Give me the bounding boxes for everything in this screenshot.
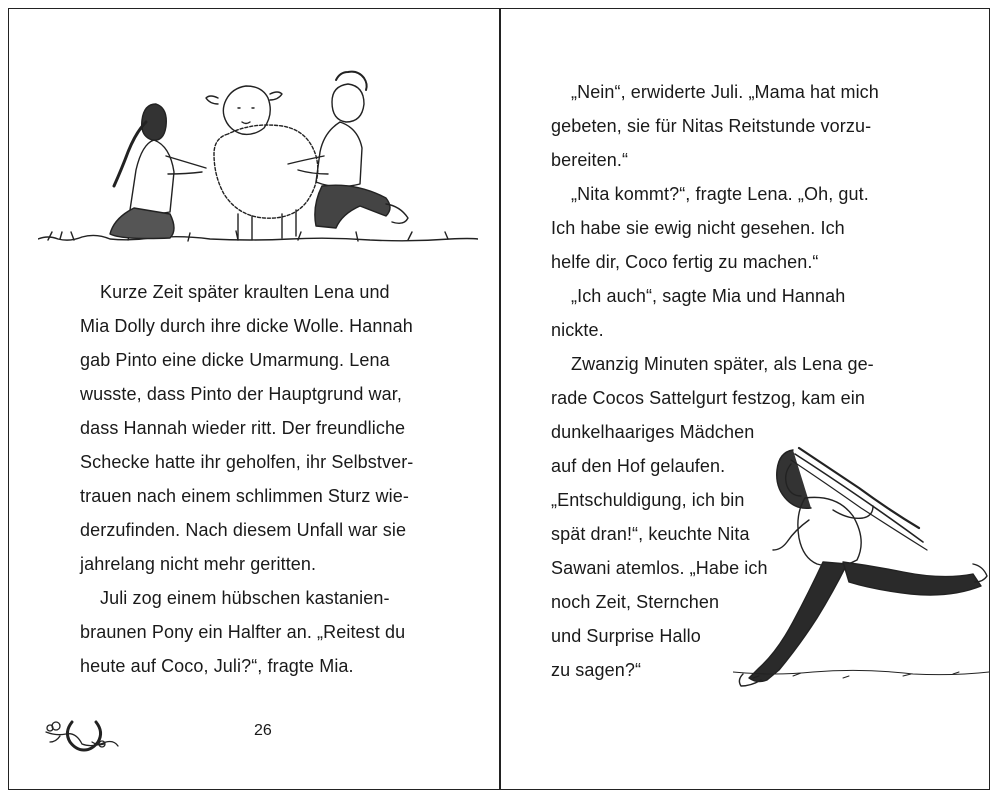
text-line: dass Hannah wieder ritt. Der freundliche: [80, 418, 406, 438]
text-line: auf den Hof gelaufen.: [551, 456, 726, 476]
text-line: rade Cocos Sattelgurt festzog, kam ein: [551, 388, 865, 408]
text-line: derzufinden. Nach diesem Unfall war sie: [80, 520, 407, 540]
text-line: „Nita kommt?“, fragte Lena. „Oh, gut.: [571, 184, 869, 204]
text-line: nickte.: [551, 320, 604, 340]
text-line: trauen nach einem schlimmen Sturz wie-: [80, 486, 409, 506]
children-petting-sheep-illustration: [38, 64, 478, 264]
left-page: [8, 8, 499, 790]
text-line: noch Zeit, Sternchen: [551, 592, 720, 612]
horseshoe-flower-ornament: [42, 714, 122, 754]
text-line: Schecke hatte ihr geholfen, ihr Selbstver-: [80, 452, 414, 472]
left-page-text: [80, 275, 413, 683]
text-line: dunkelhaariges Mädchen: [551, 422, 755, 442]
text-line: „Nein“, erwiderte Juli. „Mama hat mich: [571, 82, 879, 102]
page-number: 26: [254, 722, 272, 739]
text-line: Sawani atemlos. „Habe ich: [551, 558, 768, 578]
text-line: zu sagen?“: [551, 660, 642, 680]
text-line: Juli zog einem hübschen kastanien-: [100, 588, 390, 608]
text-line: helfe dir, Coco fertig zu machen.“: [551, 252, 819, 272]
text-line: gab Pinto eine dicke Umarmung. Lena: [80, 350, 390, 370]
text-line: wusste, dass Pinto der Hauptgrund war,: [80, 384, 402, 404]
text-line: jahrelang nicht mehr geritten.: [80, 554, 317, 574]
text-line: „Ich auch“, sagte Mia und Hannah: [571, 286, 846, 306]
text-line: bereiten.“: [551, 150, 629, 170]
text-line: spät dran!“, keuchte Nita: [551, 524, 750, 544]
running-girl-illustration: [733, 436, 989, 701]
text-line: Ich habe sie ewig nicht gesehen. Ich: [551, 218, 845, 238]
text-line: Kurze Zeit später kraulten Lena und: [100, 282, 390, 302]
text-line: heute auf Coco, Juli?“, fragte Mia.: [80, 656, 354, 676]
text-line: „Entschuldigung, ich bin: [551, 490, 745, 510]
right-page: [501, 8, 990, 790]
text-line: Mia Dolly durch ihre dicke Wolle. Hannah: [80, 316, 413, 336]
text-line: Zwanzig Minuten später, als Lena ge-: [571, 354, 874, 374]
text-line: braunen Pony ein Halfter an. „Reitest du: [80, 622, 406, 642]
text-line: gebeten, sie für Nitas Reitstunde vorzu-: [551, 116, 872, 136]
text-line: und Surprise Hallo: [551, 626, 701, 646]
